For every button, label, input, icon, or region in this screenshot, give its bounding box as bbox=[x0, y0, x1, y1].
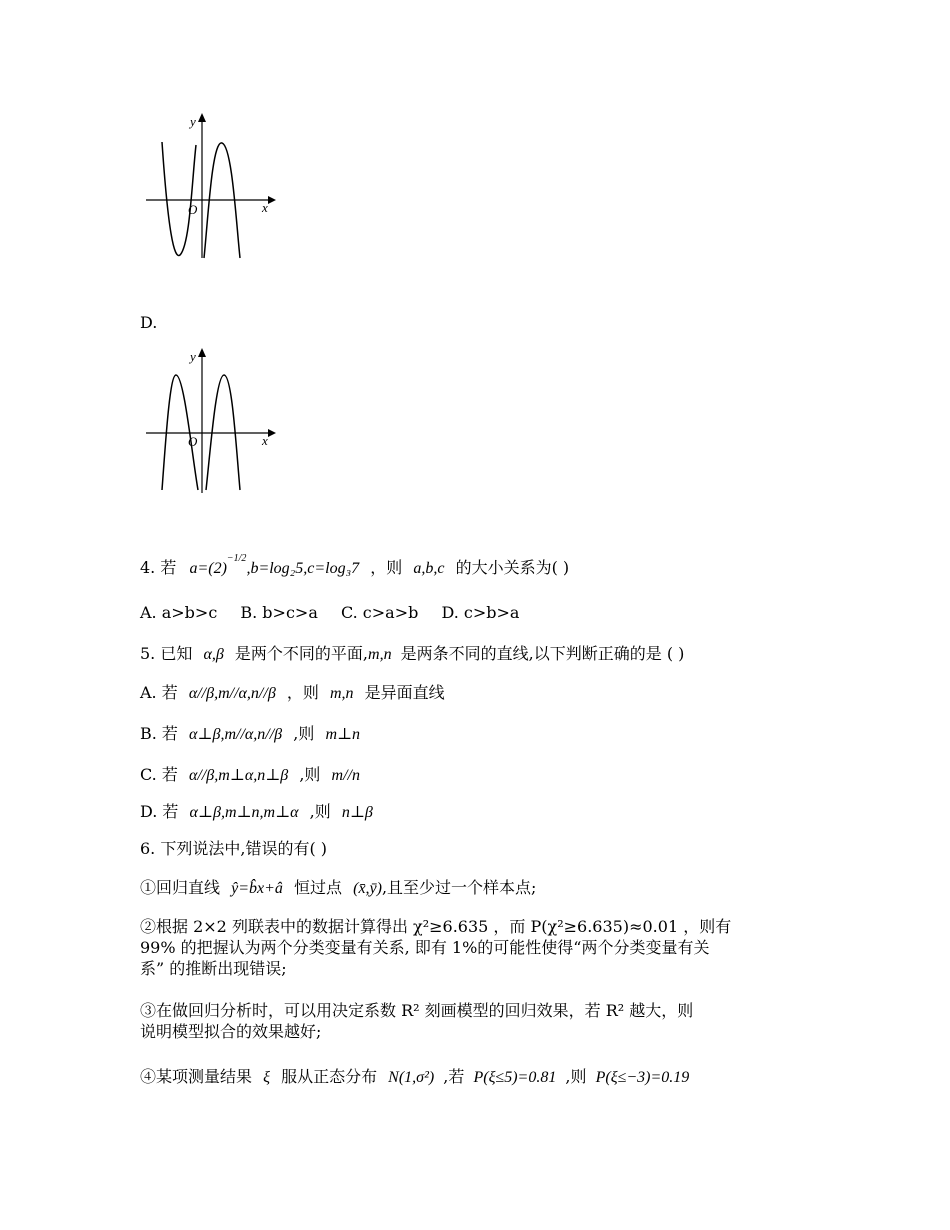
origin-label: O bbox=[188, 434, 198, 449]
x-axis-arrow bbox=[268, 196, 276, 204]
q6-s3-line-1: ③在做回归分析时，可以用决定系数 R² 刻画模型的回归效果，若 R² 越大，则 bbox=[140, 1001, 694, 1020]
q5-option-c-condition: α//β,m⊥α,n⊥β bbox=[188, 767, 289, 784]
q4-option-a[interactable]: A. a>b>c bbox=[140, 603, 218, 622]
q5-option-d-conclusion: n⊥β bbox=[341, 804, 373, 821]
q5-option-d-then: ,则 bbox=[309, 802, 331, 821]
function-graph-c bbox=[140, 110, 280, 260]
q5-option-d[interactable] bbox=[140, 799, 373, 822]
q6-s4-cond1: P(ξ≤5)=0.81 bbox=[473, 1069, 557, 1086]
q5-option-b-condition: α⊥β,m//α,n//β bbox=[189, 726, 283, 743]
q5-option-b[interactable] bbox=[140, 721, 360, 744]
q6-s1-formula: ŷ=b̂x+â bbox=[231, 880, 283, 897]
q5-option-b-conclusion: m⊥n bbox=[325, 726, 361, 743]
q5-stem-mid: 是两个不同的平面, bbox=[234, 644, 369, 663]
q5-option-a-condition: α//β,m//α,n//β bbox=[188, 685, 276, 702]
q6-s2-line-3: 系” 的推断出现错误; bbox=[140, 959, 287, 978]
q5-vars-lines: m,n bbox=[368, 646, 392, 663]
q6-s1-prefix: ①回归直线 bbox=[140, 878, 221, 897]
q6-s1-mid: 恒过点 bbox=[294, 878, 343, 897]
q5-option-c-then: ,则 bbox=[299, 765, 321, 784]
q6-s4-prefix: ④某项测量结果 bbox=[140, 1067, 253, 1086]
q4-formula-a: a=(2) bbox=[189, 560, 227, 577]
q4-option-c[interactable]: C. c>a>b bbox=[340, 603, 419, 622]
question-4-stem bbox=[140, 552, 570, 578]
x-axis-arrow bbox=[268, 429, 276, 437]
option-d-label: D. bbox=[140, 313, 158, 332]
q5-option-c-conclusion: m//n bbox=[331, 767, 360, 784]
q6-s3-line-2: 说明模型拟合的效果越好; bbox=[140, 1022, 322, 1041]
q4-stem-suffix: 的大小关系为( ) bbox=[455, 558, 570, 577]
q4-vars: a,b,c bbox=[413, 560, 445, 577]
q6-s4-cond2: P(ξ≤−3)=0.19 bbox=[595, 1069, 690, 1086]
q5-option-a-label: A. 若 bbox=[140, 683, 178, 702]
q6-statement-2 bbox=[140, 916, 820, 979]
q6-s4-cond2-prefix: ,则 bbox=[565, 1067, 587, 1086]
curve-left bbox=[162, 142, 196, 256]
q5-option-d-condition: α⊥β,m⊥n,m⊥α bbox=[189, 804, 299, 821]
y-axis-label: y bbox=[190, 349, 196, 364]
question-5-stem bbox=[140, 641, 684, 664]
q6-s2-line-2: 99% 的把握认为两个分类变量有关系, 即有 1%的可能性使得“两个分类变量有关 bbox=[140, 938, 710, 957]
q6-s4-var: ξ bbox=[263, 1069, 270, 1086]
q6-statement-4 bbox=[140, 1064, 689, 1087]
q4-option-d[interactable]: D. c>b>a bbox=[441, 603, 520, 622]
function-graph-d bbox=[140, 345, 280, 495]
q6-statement-3 bbox=[140, 1000, 820, 1042]
question-4-options bbox=[140, 603, 519, 622]
x-axis-label: x bbox=[262, 200, 268, 215]
origin-label: O bbox=[188, 202, 198, 217]
q6-s1-point: (x̄,ȳ) bbox=[353, 880, 382, 897]
q6-statement-1 bbox=[140, 875, 536, 898]
q6-s1-suffix: ,且至少过一个样本点; bbox=[381, 878, 537, 897]
q5-option-a-then: ，则 bbox=[286, 683, 319, 702]
q5-option-a-conclusion: m,n bbox=[330, 685, 354, 702]
q6-s4-distribution: N(1,σ²) bbox=[388, 1069, 435, 1086]
y-axis-label: y bbox=[190, 114, 196, 129]
q6-s4-mid: 服从正态分布 bbox=[281, 1067, 378, 1086]
q4-formula-rest: ,b=log₂5,c=log₃7 bbox=[246, 560, 360, 577]
question-6-stem: 6. 下列说法中,错误的有( ) bbox=[140, 839, 328, 858]
y-axis-arrow bbox=[198, 113, 206, 122]
q5-option-d-label: D. 若 bbox=[140, 802, 179, 821]
q6-s4-cond1-prefix: ,若 bbox=[443, 1067, 465, 1086]
q5-option-c[interactable] bbox=[140, 762, 360, 785]
q5-stem-suffix: 是两条不同的直线,以下判断正确的是 ( ) bbox=[400, 644, 685, 663]
q5-vars-planes: α,β bbox=[203, 646, 224, 663]
q5-option-b-then: ,则 bbox=[293, 724, 315, 743]
q5-option-a-tail: 是异面直线 bbox=[364, 683, 445, 702]
q5-option-a[interactable] bbox=[140, 680, 445, 703]
x-axis-label: x bbox=[262, 433, 268, 448]
q5-option-c-label: C. 若 bbox=[140, 765, 178, 784]
q4-formula-a-exponent: −1/2 bbox=[226, 552, 247, 564]
q5-option-b-label: B. 若 bbox=[140, 724, 178, 743]
q6-s2-line-1: ②根据 2×2 列联表中的数据计算得出 χ²≥6.635 ，而 P(χ²≥6.635)≈0.01 ，则有 bbox=[140, 917, 732, 936]
q4-stem-prefix: 4. 若 bbox=[140, 558, 177, 577]
q4-option-b[interactable]: B. b>c>a bbox=[240, 603, 318, 622]
y-axis-arrow bbox=[198, 348, 206, 357]
q5-stem-prefix: 5. 已知 bbox=[140, 644, 193, 663]
q4-stem-mid: ，则 bbox=[370, 558, 403, 577]
